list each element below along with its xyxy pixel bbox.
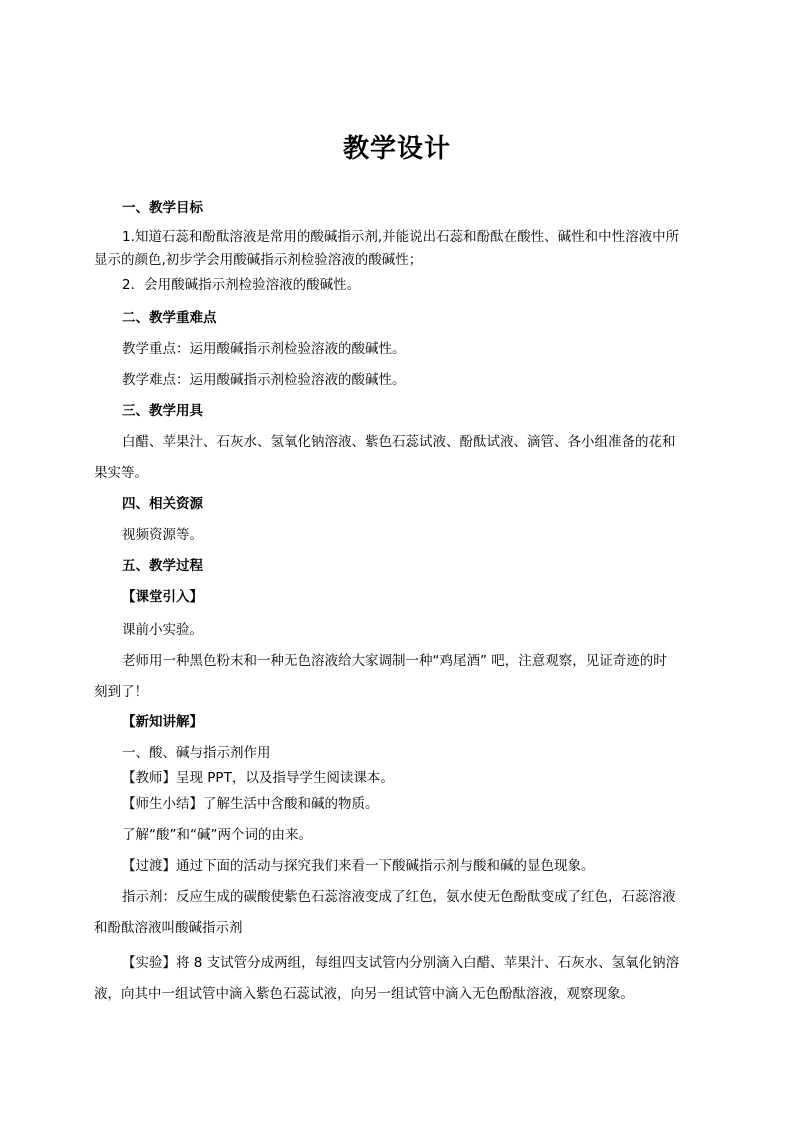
paragraph-experiment-line1: 【实验】将 8 支试管分成两组，每组四支试管内分别滴入白醋、苹果汁、石灰水、氢氧化钠溶 — [122, 955, 680, 971]
paragraph-materials-line2: 果实等。 — [94, 465, 148, 481]
paragraph-subtopic-1: 一、酸、碱与指示剂作用 — [122, 745, 271, 761]
paragraph-indicator-line1: 指示剂：反应生成的碳酸使紫色石蕊溶液变成了红色，氨水使无色酚酞变成了红色，石蕊溶液 — [122, 889, 676, 905]
label-new-knowledge: 【新知讲解】 — [122, 714, 203, 730]
paragraph-objective-1-line1: 1.知道石蕊和酚酞溶液是常用的酸碱指示剂,并能说出石蕊和酚酞在酸性、碱性和中性溶液中所 — [122, 229, 680, 245]
paragraph-intro-2-line1: 老师用一种黑色粉末和一种无色溶液给大家调制一种“鸡尾酒” 吧，注意观察，见证奇迹的时 — [122, 653, 667, 669]
paragraph-transition: 【过渡】通过下面的活动与探究我们来看一下酸碱指示剂与酸和碱的显色现象。 — [122, 858, 595, 874]
paragraph-objective-2: 2．会用酸碱指示剂检验溶液的酸碱性。 — [122, 277, 361, 293]
paragraph-difficulty: 教学难点：运用酸碱指示剂检验溶液的酸碱性。 — [122, 372, 406, 388]
paragraph-materials-line1: 白醋、苹果汁、石灰水、氢氧化钠溶液、紫色石蕊试液、酚酞试液、滴管、各小组准备的花和 — [122, 434, 676, 450]
paragraph-objective-1-line2: 显示的颜色,初步学会用酸碱指示剂检验溶液的酸碱性； — [94, 252, 423, 268]
paragraph-intro-2-line2: 刻到了！ — [94, 684, 148, 700]
paragraph-experiment-line2: 液，向其中一组试管中滴入紫色石蕊试液，向另一组试管中滴入无色酚酞溶液，观察现象。 — [94, 986, 634, 1002]
paragraph-summary: 【师生小结】了解生活中含酸和碱的物质。 — [122, 796, 379, 812]
section-heading-key-points: 二、教学重难点 — [122, 310, 217, 326]
section-heading-objectives: 一、教学目标 — [122, 200, 203, 216]
document-title: 教学设计 — [342, 134, 451, 164]
paragraph-key-point: 教学重点：运用酸碱指示剂检验溶液的酸碱性。 — [122, 341, 406, 357]
paragraph-resources: 视频资源等。 — [122, 527, 203, 543]
section-heading-materials: 三、教学用具 — [122, 403, 203, 419]
label-class-intro: 【课堂引入】 — [122, 589, 203, 605]
paragraph-origin: 了解“酸”和“碱”两个词的由来。 — [122, 827, 312, 843]
paragraph-indicator-line2: 和酚酞溶液叫酸碱指示剂 — [94, 920, 243, 936]
section-heading-resources: 四、相关资源 — [122, 496, 203, 512]
paragraph-teacher: 【教师】呈现 PPT，以及指导学生阅读课本。 — [122, 770, 394, 786]
section-heading-process: 五、教学过程 — [122, 558, 203, 574]
paragraph-intro-1: 课前小实验。 — [122, 622, 203, 638]
